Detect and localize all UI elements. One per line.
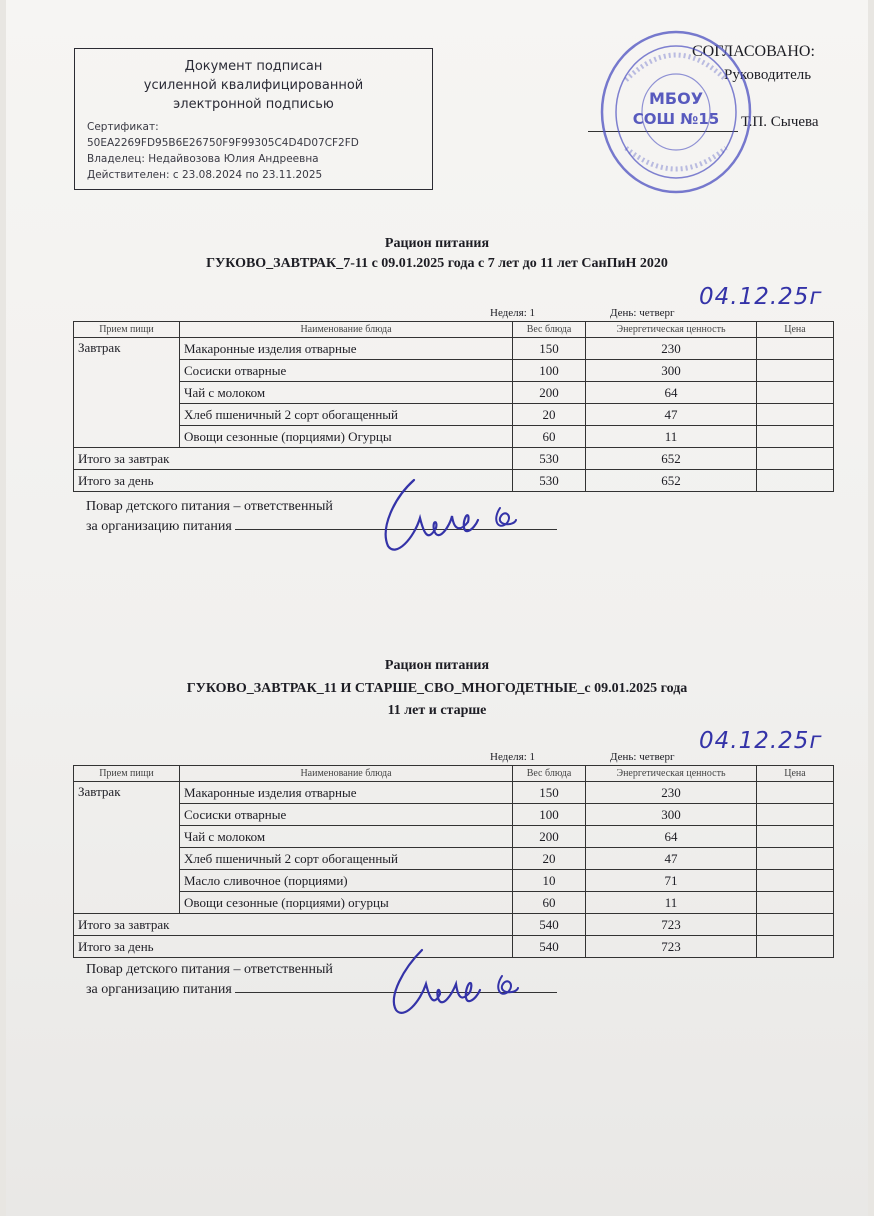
energy-cell: 11 <box>586 426 757 448</box>
weight-cell: 100 <box>513 360 586 382</box>
dish-cell: Сосиски отварные <box>180 804 513 826</box>
cook-line-1: Повар детского питания – ответственный <box>86 962 333 977</box>
dish-cell: Сосиски отварные <box>180 360 513 382</box>
certificate-owner: Владелец: Недайвозова Юлия Андреевна <box>87 153 319 165</box>
weight-cell: 150 <box>513 782 586 804</box>
table-row <box>74 360 834 382</box>
certificate-id: 50EA2269FD95B6E26750F9F99305C4D4D07CF2FD <box>87 137 359 149</box>
weight-cell: 200 <box>513 826 586 848</box>
column-header: Вес блюда <box>513 766 586 782</box>
table-header-row <box>74 766 834 782</box>
menu-table <box>73 321 834 492</box>
total-label: Итого за день <box>74 936 513 958</box>
energy-cell: 71 <box>586 870 757 892</box>
dish-cell: Хлеб пшеничный 2 сорт обогащенный <box>180 848 513 870</box>
column-header: Вес блюда <box>513 322 586 338</box>
price-cell <box>757 826 834 848</box>
price-cell <box>757 892 834 914</box>
column-header: Наименование блюда <box>180 766 513 782</box>
table-row <box>74 892 834 914</box>
dish-cell: Хлеб пшеничный 2 сорт обогащенный <box>180 404 513 426</box>
meal-cell: Завтрак <box>74 782 180 914</box>
dish-cell: Овощи сезонные (порциями) Огурцы <box>180 426 513 448</box>
signature-heading-line: электронной подписью <box>173 97 334 112</box>
energy-cell: 230 <box>586 338 757 360</box>
week-label: Неделя: 1 <box>490 307 536 319</box>
table-header-row <box>74 322 834 338</box>
day-label: День: четверг <box>610 751 675 763</box>
menu-subtitle: ГУКОВО_ЗАВТРАК_7-11 с 09.01.2025 года с 7 лет до 11 лет СанПиН 2020 <box>206 256 668 271</box>
menu-title: Рацион питания <box>384 236 490 251</box>
meal-cell: Завтрак <box>74 338 180 448</box>
weight-cell: 20 <box>513 404 586 426</box>
total-energy: 652 <box>586 470 757 492</box>
total-energy: 723 <box>586 936 757 958</box>
energy-cell: 64 <box>586 826 757 848</box>
stamp-text-line: СОШ №15 <box>632 110 720 128</box>
table-row <box>74 426 834 448</box>
weight-cell: 100 <box>513 804 586 826</box>
energy-cell: 47 <box>586 848 757 870</box>
column-header: Прием пищи <box>74 766 180 782</box>
menu-title: Рацион питания <box>384 658 490 673</box>
price-cell <box>757 782 834 804</box>
table-row <box>74 848 834 870</box>
dish-cell: Макаронные изделия отварные <box>180 338 513 360</box>
total-price <box>757 914 834 936</box>
table-row <box>74 404 834 426</box>
energy-cell: 11 <box>586 892 757 914</box>
total-energy: 652 <box>586 448 757 470</box>
weight-cell: 150 <box>513 338 586 360</box>
menu-subtitle: ГУКОВО_ЗАВТРАК_11 И СТАРШЕ_СВО_МНОГОДЕТНЫЕ_с 09.01.2025 года <box>186 681 688 696</box>
stamp-text-line: МБОУ <box>648 89 704 108</box>
day-label: День: четверг <box>610 307 675 319</box>
total-price <box>757 448 834 470</box>
cook-line-2: за организацию питания <box>86 982 232 997</box>
price-cell <box>757 848 834 870</box>
dish-cell: Чай с молоком <box>180 826 513 848</box>
table-row <box>74 338 834 360</box>
weight-cell: 10 <box>513 870 586 892</box>
price-cell <box>757 360 834 382</box>
total-weight: 530 <box>513 448 586 470</box>
total-label: Итого за день <box>74 470 513 492</box>
total-price <box>757 470 834 492</box>
electronic-signature-box <box>74 48 433 190</box>
table-row <box>74 826 834 848</box>
approval-heading: СОГЛАСОВАНО: <box>692 43 815 60</box>
energy-cell: 230 <box>586 782 757 804</box>
handwritten-date: 04.12.25г <box>699 728 823 754</box>
column-header: Цена <box>757 766 834 782</box>
cook-line-2: за организацию питания <box>86 519 232 534</box>
total-label: Итого за завтрак <box>74 448 513 470</box>
signature-heading-line: усиленной квалифицированной <box>143 78 364 93</box>
approval-name: Т.П. Сычева <box>741 114 819 130</box>
signature-heading-line: Документ подписан <box>184 59 323 74</box>
total-row <box>74 448 834 470</box>
column-header: Наименование блюда <box>180 322 513 338</box>
certificate-validity: Действителен: с 23.08.2024 по 23.11.2025 <box>87 169 323 181</box>
table-row <box>74 382 834 404</box>
total-weight: 540 <box>513 936 586 958</box>
handwritten-signature <box>374 468 534 558</box>
price-cell <box>757 404 834 426</box>
total-row <box>74 914 834 936</box>
energy-cell: 300 <box>586 804 757 826</box>
total-label: Итого за завтрак <box>74 914 513 936</box>
column-header: Энергетическая ценность <box>586 766 757 782</box>
energy-cell: 64 <box>586 382 757 404</box>
weight-cell: 200 <box>513 382 586 404</box>
weight-cell: 20 <box>513 848 586 870</box>
dish-cell: Чай с молоком <box>180 382 513 404</box>
total-price <box>757 936 834 958</box>
document-page <box>6 0 868 1216</box>
menu-subtitle-age: 11 лет и старше <box>387 703 487 718</box>
dish-cell: Масло сливочное (порциями) <box>180 870 513 892</box>
column-header: Прием пищи <box>74 322 180 338</box>
table-row <box>74 804 834 826</box>
week-label: Неделя: 1 <box>490 751 536 763</box>
total-weight: 540 <box>513 914 586 936</box>
menu-table <box>73 765 834 958</box>
certificate-label: Сертификат: <box>87 121 159 133</box>
weight-cell: 60 <box>513 426 586 448</box>
table-row <box>74 782 834 804</box>
table-row <box>74 870 834 892</box>
price-cell <box>757 804 834 826</box>
price-cell <box>757 870 834 892</box>
total-weight: 530 <box>513 470 586 492</box>
column-header: Энергетическая ценность <box>586 322 757 338</box>
dish-cell: Овощи сезонные (порциями) огурцы <box>180 892 513 914</box>
approval-position: Руководитель <box>724 67 812 83</box>
column-header: Цена <box>757 322 834 338</box>
dish-cell: Макаронные изделия отварные <box>180 782 513 804</box>
price-cell <box>757 426 834 448</box>
handwritten-signature <box>378 940 538 1020</box>
weight-cell: 60 <box>513 892 586 914</box>
price-cell <box>757 382 834 404</box>
cook-line-1: Повар детского питания – ответственный <box>86 499 333 514</box>
school-stamp <box>596 20 756 200</box>
energy-cell: 300 <box>586 360 757 382</box>
price-cell <box>757 338 834 360</box>
energy-cell: 47 <box>586 404 757 426</box>
handwritten-date: 04.12.25г <box>699 284 823 310</box>
total-energy: 723 <box>586 914 757 936</box>
